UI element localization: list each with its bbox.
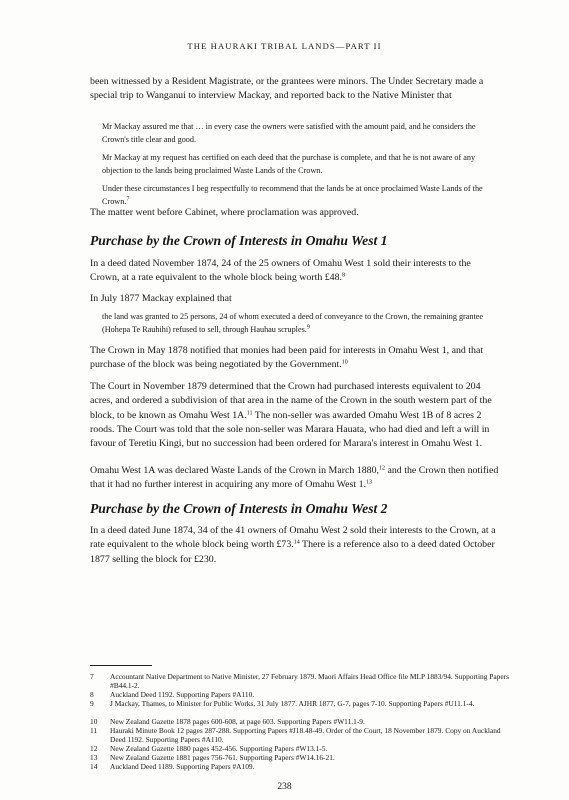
footnote-number: 12 (90, 744, 98, 753)
footnote-ref: 7 (126, 196, 130, 203)
quote-paragraph: Mr Mackay at my request has certified on each deed that the purchase is complete, and that he is not aware of any objection to the lands being proclaimed Waste Lands of the Crown. (102, 153, 476, 175)
quote-paragraph (102, 182, 500, 208)
footnote (90, 726, 510, 744)
paragraph (90, 257, 500, 286)
footnote-number: 7 (90, 672, 94, 681)
footnote (90, 753, 510, 762)
block-quote (90, 120, 500, 208)
paragraph-block (90, 292, 500, 306)
paragraph (90, 524, 500, 567)
paragraph: In July 1877 Mackay explained that (90, 293, 232, 304)
paragraph: The matter went before Cabinet, where proclamation was approved. (90, 207, 359, 218)
footnote-ref: 11 (246, 410, 253, 417)
running-header: THE HAURAKI TRIBAL LANDS—PART II (187, 41, 382, 51)
footnote-ref: 12 (379, 465, 386, 472)
opening-paragraph-block (90, 75, 500, 104)
footnote-text: Auckland Deed 1192. Supporting Papers #A110. (110, 690, 255, 699)
paragraph: been witnessed by a Resident Magistrate, or the grantees were minors. The Under Secretary made a special trip to Wanganui to interview Mackay, and reported back to the Native Minister that (90, 76, 484, 102)
footnote-ref: 14 (293, 539, 300, 546)
paragraph (90, 464, 500, 493)
paragraph-block (90, 344, 500, 373)
block-quote (90, 310, 500, 336)
quote-text: the land was granted to 25 persons, 24 of whom executed a deed of conveyance to the Crown, the remaining grantee (Hohepa Te Rauhihi) refused to sell, through Hauhau scruples. (102, 312, 484, 334)
footnote-text: New Zealand Gazette 1880 pages 452-456. Supporting Papers #W13.1-5. (110, 744, 328, 753)
quote-text: Under these circumstances I beg respectfully to recommend that the lands be at once proclaimed Waste Lands of the Crown. (102, 184, 483, 206)
footnote (90, 690, 510, 699)
section-heading: Purchase by the Crown of Interests in Omahu West 2 (90, 501, 388, 516)
footnote-ref: 9 (306, 324, 310, 331)
footnote (90, 717, 510, 726)
footnote-number: 8 (90, 690, 94, 699)
footnote (90, 744, 510, 753)
paragraph-text: In a deed dated November 1874, 24 of the 25 owners of Omahu West 1 sold their interests to the Crown, at a rate equivalent to the whole block being worth £48. (90, 258, 471, 284)
paragraph-text: There is a reference also to a deed dated October 1877 selling the block for £230. (90, 539, 495, 565)
footnote-number: 11 (90, 726, 98, 735)
footnote-ref: 8 (342, 272, 346, 279)
footnote (90, 672, 510, 690)
paragraph-block (90, 206, 500, 220)
paragraph (90, 380, 500, 451)
paragraph-block (90, 524, 500, 567)
page-number: 238 (277, 782, 292, 792)
footnote-text: Accountant Native Department to Native Minister, 27 February 1879. Maori Affairs Head Office file MLP 1883/94. Supporting Papers #B44.1-2. (110, 672, 509, 690)
footnote-text: J Mackay, Thames, to Minister for Public Works, 31 July 1877. AJHR 1877, G-7, pages 7-10. Supporting Papers #U11.1-4. (110, 699, 475, 708)
paragraph-block (90, 380, 500, 451)
section-heading-block (90, 500, 500, 517)
footnote (90, 762, 510, 771)
footnote-ref: 10 (341, 359, 348, 366)
paragraph-text: and the Crown then notified that it had no further interest in acquiring any more of Omahu West 1. (90, 465, 499, 491)
footnote-text: Auckland Deed 1189. Supporting Papers #A109. (110, 762, 255, 771)
footnote-text: New Zealand Gazette 1878 pages 600-608, at page 603. Supporting Papers #W11.1-9. (110, 717, 365, 726)
quote-paragraph: Mr Mackay assured me that … in every case the owners were satisfied with the amount paid, and he considers the Crown's title clear and good. (102, 122, 476, 144)
footnote-ref: 13 (366, 479, 372, 486)
section-heading-block (90, 232, 500, 249)
paragraph-text: The Crown in May 1878 notified that monies had been paid for interests in Omahu West 1, and that purchase of the block was being negotiated by the Government. (90, 345, 484, 371)
paragraph (90, 344, 500, 373)
footnote-text: New Zealand Gazette 1881 pages 756-761. Supporting Papers #W14.16-21. (110, 753, 335, 762)
footnote-number: 13 (90, 753, 98, 762)
paragraph-text: In a deed dated June 1874, 34 of the 41 owners of Omahu West 2 sold their interests to the Crown, at a rate equivalent to the whole block being worth £73. (90, 525, 496, 551)
footnote-divider (90, 665, 152, 666)
paragraph-block (90, 464, 500, 493)
quote-paragraph (102, 310, 500, 336)
paragraph-block (90, 257, 500, 286)
footnote-number: 9 (90, 699, 94, 708)
footnote-number: 10 (90, 717, 98, 726)
paragraph-text: Omahu West 1A was declared Waste Lands of the Crown in March 1880, (90, 465, 380, 476)
paragraph-text: The Court in November 1879 determined that the Crown had purchased interests equivalent to 204 acres, and ordered a subdivision of that area in the name of the Crown in the south western part of the block, to be known as Omahu West 1A. (90, 381, 492, 421)
footnote-number: 14 (90, 762, 98, 771)
footnote-text: Hauraki Minute Book 12 pages 287-288. Supporting Papers #J18.48-49. Order of the Court, 18 November 1879. Copy on Auckland Deed 1192. Supporting Papers #A110. (110, 726, 501, 744)
footnote (90, 699, 510, 708)
paragraph-text: The non-seller was awarded Omahu West 1B of 8 acres 2 roods. The Court was told that the sole non-seller was Marara Hauata, who had died and left a will in favour of Teretiu Kingi, but no succession had been ordered for Marara's interest in Omahu West 1. (90, 409, 490, 450)
section-heading: Purchase by the Crown of Interests in Omahu West 1 (90, 233, 388, 248)
